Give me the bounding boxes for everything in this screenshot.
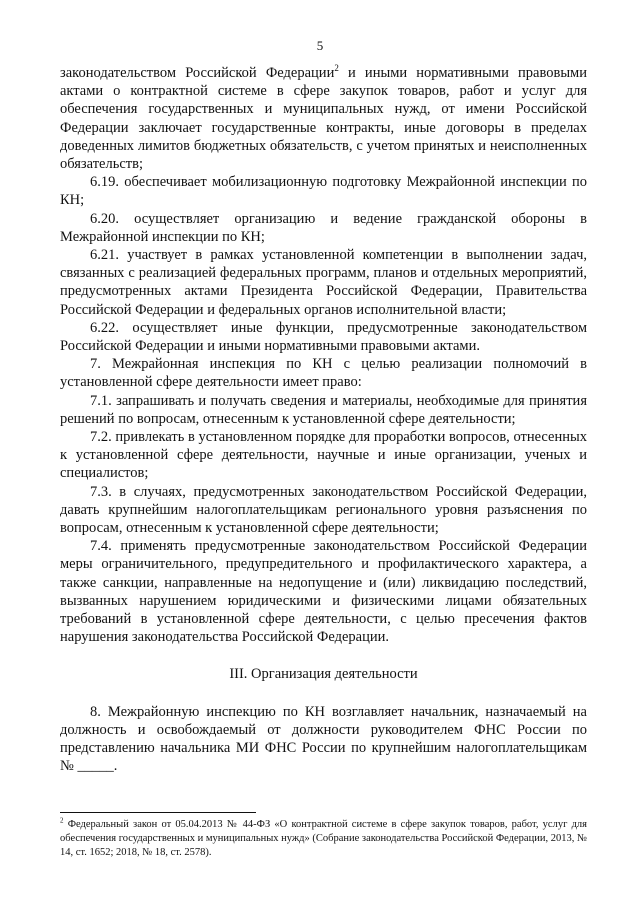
paragraph-6-21: 6.21. участвует в рамках установленной компетенции в выполнении задач, связанных с реализацией федеральных программ, планов и отдельных мероприятий, предусмотренных актами Президента Российской Федерации, Правительства Российской Федерации и федеральных органов исполнительной власти; [60, 247, 587, 318]
footnote [60, 818, 587, 861]
footnote-mark: 2 [60, 816, 64, 825]
paragraph-7-3: 7.3. в случаях, предусмотренных законодательством Российской Федерации, давать крупнейшим налогоплательщикам регионального уровня разъяснения по вопросам, отнесенным к установленной сфере деятельности; [60, 483, 587, 537]
footnote-reference: 2 [334, 63, 339, 74]
footnote-divider [60, 812, 256, 813]
section-heading: III. Организация деятельности [229, 665, 418, 682]
paragraph-7-4: 7.4. применять предусмотренные законодательством Российской Федерации меры ограничительного, предупредительного и профилактического характера, а также санкции, направленные на недопущение и (или) ликвидацию последствий, вызванных нарушением юридическими и физическими лицами обязательных требований в установленной сфере деятельности, с целью пресечения фактов нарушения законодательства Российской Федерации. [60, 538, 587, 646]
paragraph-7-1: 7.1. запрашивать и получать сведения и материалы, необходимые для принятия решений по вопросам, отнесенным к установленной сфере деятельности; [60, 392, 587, 427]
paragraph-7-2: 7.2. привлекать в установленном порядке для проработки вопросов, отнесенных к установленной сфере деятельности, научные и иные организации, ученых и специалистов; [60, 429, 587, 482]
footnote-text: Федеральный закон от 05.04.2013 № 44-ФЗ «О контрактной системе в сфере закупок товаров, работ, услуг для обеспечения государственных и муниципальных нужд» (Собрание законодательства Российской Федерации, 2013, № 14, ст. 1652; 2018, № 18, ст. 2578). [60, 819, 587, 859]
paragraph-6-20: 6.20. осуществляет организацию и ведение гражданской обороны в Межрайонной инспекции по КН; [60, 210, 587, 245]
document-body [60, 64, 587, 776]
paragraph-6-19: 6.19. обеспечивает мобилизационную подготовку Межрайонной инспекции по КН; [60, 174, 587, 209]
paragraph-text: законодательством Российской Федерации [60, 65, 335, 81]
page-number: 5 [316, 38, 324, 53]
paragraph-7: 7. Межрайонная инспекция по КН с целью реализации полномочий в установленной сфере деятельности имеет право: [60, 356, 587, 391]
paragraph-6-22: 6.22. осуществляет иные функции, предусмотренные законодательством Российской Федерации и иными нормативными правовыми актами. [60, 319, 587, 355]
paragraph-8: 8. Межрайонную инспекцию по КН возглавляет начальник, назначаемый на должность и освобождаемый от должности руководителем ФНС России по представлению начальника МИ ФНС России по крупнейшим налогоплательщикам № _____. [60, 703, 587, 775]
paragraph-text: и иными нормативными правовыми актами о контрактной системе в сфере закупок товаров, работ и услуг для обеспечения государственных и муниципальных нужд, от имени Российской Федерации заключает государственные контракты, иные договоры в пределах доведенных лимитов бюджетных обязательств, с учетом принятых и неисполненных обязательств; [60, 65, 587, 173]
paragraph-continuation [60, 64, 587, 173]
